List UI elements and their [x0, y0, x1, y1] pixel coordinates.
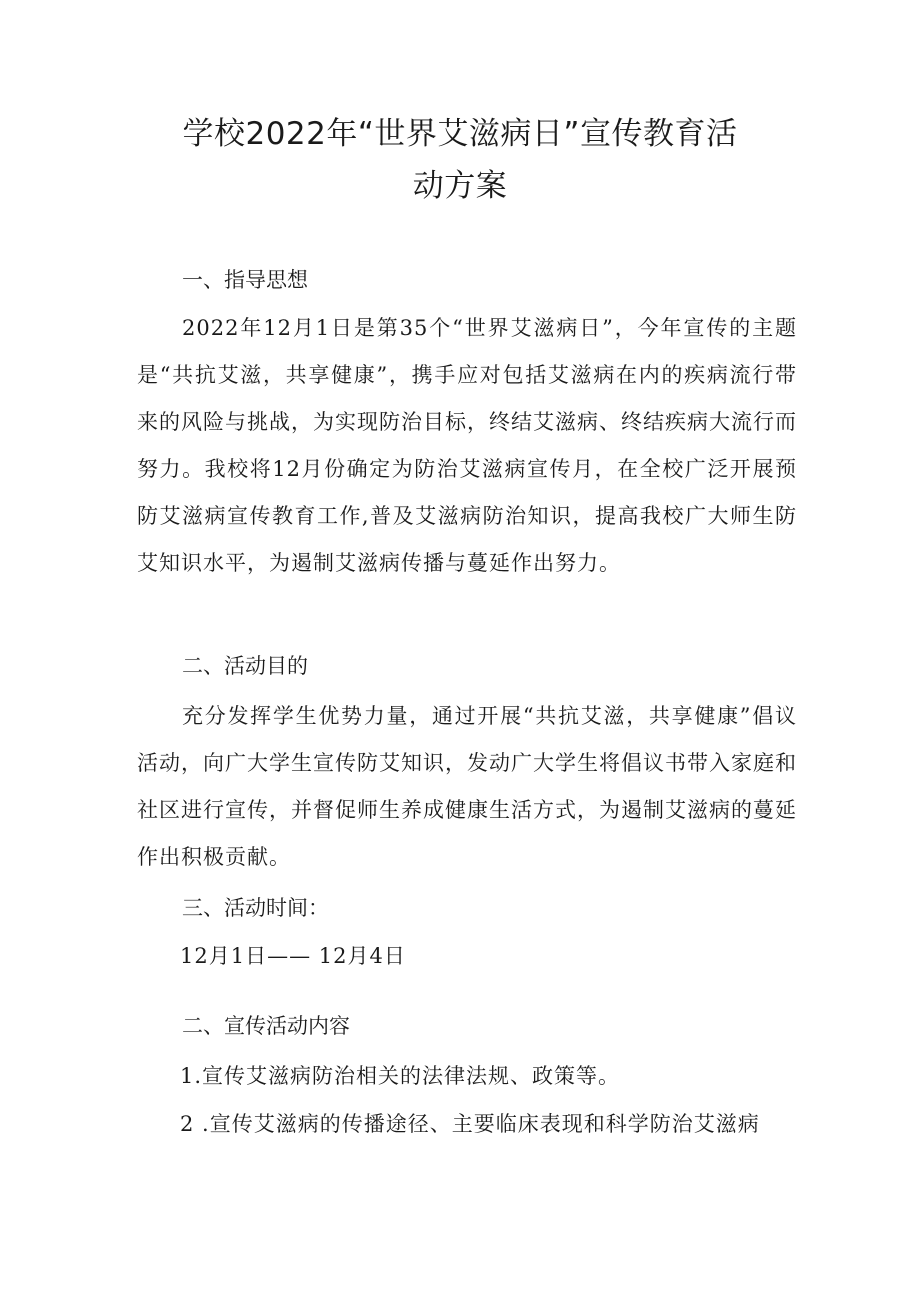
- document-title-line-1: 学校2022年“世界艾滋病日”宣传教育活: [182, 116, 738, 152]
- document-title-line-2: 动方案: [412, 168, 508, 204]
- section-body-activity-time: 12月1日—— 12月4日: [180, 944, 406, 968]
- list-item: 2 .宣传艾滋病的传播途径、主要临床表现和科学防治艾滋病: [180, 1112, 760, 1136]
- section-heading-guiding-ideology: 一、指导思想: [182, 268, 308, 292]
- section-heading-activity-purpose: 二、活动目的: [182, 654, 308, 678]
- section-heading-publicity-content: 二、宣传活动内容: [182, 1014, 350, 1038]
- list-item: 1.宣传艾滋病防治相关的法律法规、政策等。: [180, 1064, 621, 1088]
- section-heading-activity-time: 三、活动时间：: [182, 896, 329, 920]
- section-body-guiding-ideology: 2022年12月1日是第35个“世界艾滋病日”，今年宣传的主题是“共抗艾滋，共享健康”，携手应对包括艾滋病在内的疾病流行带来的风险与挑战，为实现防治目标，终结艾滋病、终结疾病大流行而努力。我校将12月份确定为防治艾滋病宣传月，在全校广泛开展预防艾滋病宣传教育工作,普及艾滋病防治知识，提高我校广大师生防艾知识水平，为遏制艾滋病传播与蔓延作出努力。: [137, 316, 797, 575]
- section-body-activity-purpose: 充分发挥学生优势力量，通过开展“共抗艾滋，共享健康”倡议活动，向广大学生宣传防艾知识，发动广大学生将倡议书带入家庭和社区进行宣传，并督促师生养成健康生活方式，为遏制艾滋病的蔓延作出积极贡献。: [137, 704, 797, 869]
